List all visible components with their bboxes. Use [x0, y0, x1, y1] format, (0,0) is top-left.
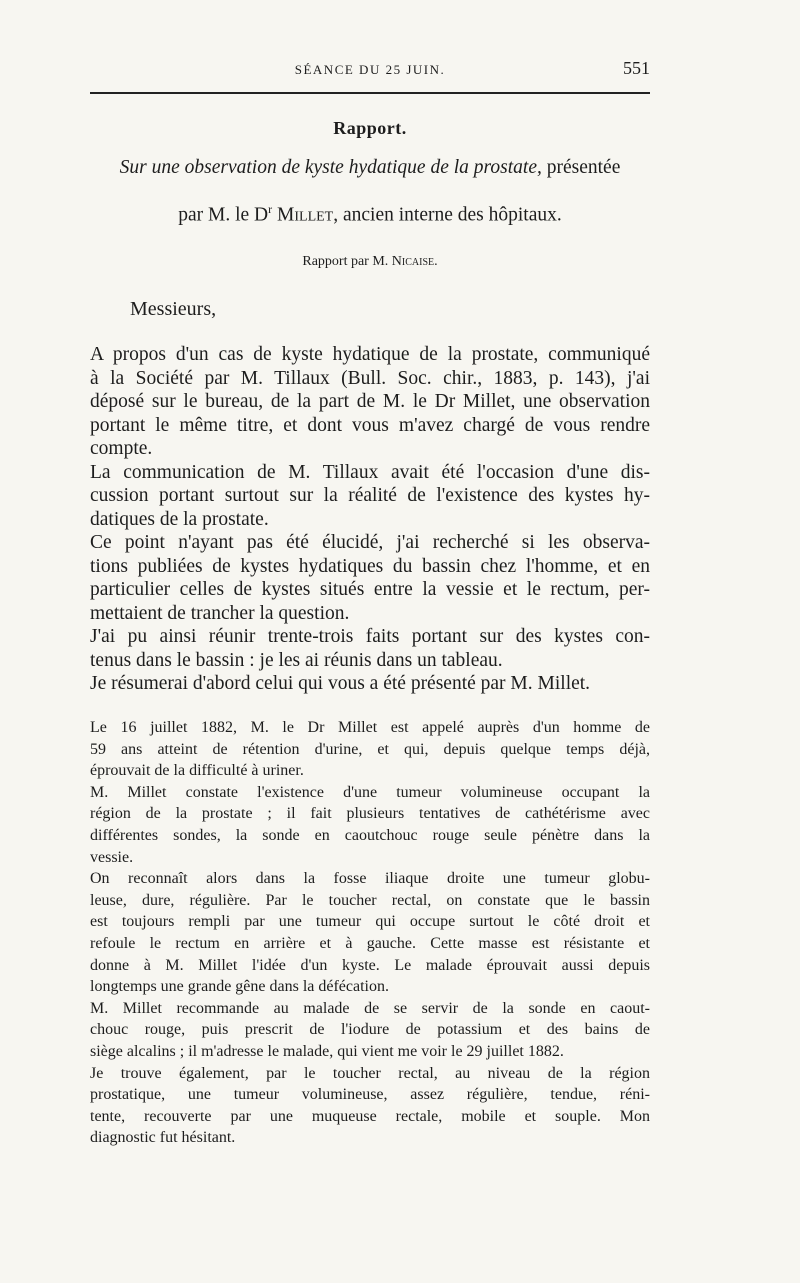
subtitle-italic: Sur une observation de kyste hydatique de la prostate,	[119, 157, 542, 178]
subtitle-line-2	[90, 202, 650, 227]
text-line: longtemps une grande gêne dans la défécation.	[90, 978, 389, 996]
text-line: éprouvait de la difficulté à uriner.	[90, 762, 304, 780]
salutation: Messieurs,	[130, 298, 217, 320]
header-rule	[90, 92, 650, 94]
paragraph	[90, 672, 650, 696]
text-line: mettaient de trancher la question.	[90, 602, 350, 624]
text-line: siège alcalins ; il m'adresse le malade, qui vient me voir le 29 juillet 1882.	[90, 1042, 564, 1060]
text-line: tente, recouverte par une muqueuse rectale, mobile et souple. Mon	[90, 1107, 650, 1125]
byline	[90, 254, 650, 270]
text-line: J'ai pu ainsi réunir trente-trois faits portant sur des kystes con-	[90, 626, 650, 647]
running-title: SÉANCE DU 25 JUIN.	[294, 62, 446, 77]
running-header	[90, 58, 650, 82]
section-heading: Rapport.	[333, 118, 407, 138]
text-line: différentes sondes, la sonde en caoutchouc rouge seule pénètre dans la	[90, 826, 650, 844]
text-line: Le 16 juillet 1882, M. le Dr Millet est appelé auprès d'un homme de	[90, 719, 650, 736]
text-line: M. Millet recommande au malade de se servir de la sonde en caout-	[90, 999, 650, 1017]
text-line: particulier celles de kystes situés entre la vessie et le rectum, per-	[90, 579, 650, 600]
text-line: Je résumerai d'abord celui qui vous a été présenté par M. Millet.	[90, 673, 591, 694]
byline-pre: Rapport par M.	[302, 254, 392, 269]
report-body	[90, 343, 650, 696]
text-line: tions publiées de kystes hydatiques du bassin chez l'homme, et en	[90, 555, 650, 577]
text-line: Ce point n'ayant pas été élucidé, j'ai recherché si les observa-	[90, 532, 650, 553]
text-line: Je trouve également, par le toucher rectal, au niveau de la région	[90, 1064, 650, 1082]
paragraph	[90, 1063, 650, 1149]
paragraph	[90, 998, 650, 1063]
paragraph	[90, 343, 650, 461]
text-line: déposé sur le bureau, de la part de M. le Dr Millet, une observation	[90, 391, 650, 412]
subtitle-post: , ancien interne des hôpitaux.	[333, 204, 562, 226]
text-line: La communication de M. Tillaux avait été l'occasion d'une dis-	[90, 461, 650, 483]
text-line: vessie.	[90, 848, 134, 866]
text-line: portant le même titre, et dont vous m'avez chargé de vous rendre	[90, 414, 650, 436]
reporter-name: Nicaise	[391, 254, 435, 269]
page-number: 551	[623, 58, 650, 78]
text-line: leuse, dure, régulière. Par le toucher rectal, on constate que le bassin	[90, 891, 650, 909]
paragraph	[90, 717, 650, 782]
paragraph	[90, 782, 650, 868]
paragraph	[90, 868, 650, 998]
paragraph	[90, 461, 650, 532]
byline-post: .	[434, 254, 438, 269]
text-line: prostatique, une tumeur volumineuse, assez régulière, tendue, réni-	[90, 1086, 650, 1104]
text-line: datiques de la prostate.	[90, 508, 269, 530]
observation-body	[90, 717, 650, 1149]
text-line: refoule le rectum en arrière et à gauche. Cette masse est résistante et	[90, 934, 650, 952]
text-line: à la Société par M. Tillaux (Bull. Soc. chir., 1883, p. 143), j'ai	[90, 367, 650, 389]
subtitle-pre: par M. le D	[178, 204, 269, 226]
text-line: donne à M. Millet l'idée d'un kyste. Le malade éprouvait aussi depuis	[90, 956, 650, 974]
text-line: On reconnaît alors dans la fosse iliaque droite une tumeur globu-	[90, 870, 650, 888]
paragraph	[90, 625, 650, 672]
text-line: 59 ans atteint de rétention d'urine, et qui, depuis quelque temps déjà,	[90, 740, 650, 758]
text-line: tenus dans le bassin : je les ai réunis dans un tableau.	[90, 649, 503, 671]
text-line: compte.	[90, 438, 153, 459]
text-line: M. Millet constate l'existence d'une tumeur volumineuse occupant la	[90, 783, 650, 801]
text-line: est toujours rempli par une tumeur qui occupe surtout le côté droit et	[90, 913, 650, 931]
text-line: cussion portant surtout sur la réalité de l'existence des kystes hy-	[90, 485, 650, 506]
subtitle-sup: r	[268, 202, 273, 216]
text-line: chouc rouge, puis prescrit de l'iodure de potassium et des bains de	[90, 1021, 650, 1039]
text-line: diagnostic fut hésitant.	[90, 1129, 236, 1147]
text-line: A propos d'un cas de kyste hydatique de la prostate, communiqué	[90, 344, 650, 365]
text-line: région de la prostate ; il fait plusieurs tentatives de cathétérisme avec	[90, 805, 650, 823]
subtitle-rest: présentée	[541, 157, 621, 178]
paragraph	[90, 531, 650, 625]
author-name: Millet	[277, 204, 334, 226]
subtitle-line-1	[90, 157, 650, 179]
